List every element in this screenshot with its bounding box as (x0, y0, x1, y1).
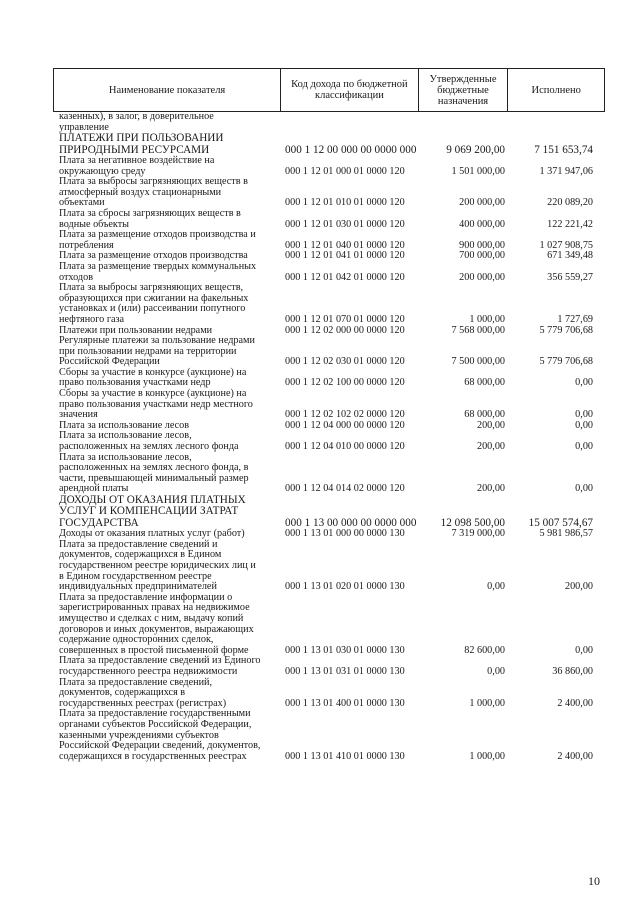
header-code: Код дохода по бюджетной классификации (281, 69, 419, 111)
row-executed: 7 151 653,74 (534, 143, 593, 156)
row-code: 000 1 12 01 010 01 0000 120 (285, 197, 405, 209)
row-code: 000 1 13 01 030 01 0000 130 (285, 644, 405, 656)
row-name: Плата за сбросы загрязняющих веществ в водные объекты (59, 207, 241, 230)
row-name: Доходы от оказания платных услуг (работ) (59, 528, 245, 540)
row-executed: 0,00 (575, 441, 593, 453)
row-executed: 2 400,00 (557, 750, 593, 762)
table-row (53, 177, 605, 209)
row-executed: 220 089,20 (547, 197, 593, 209)
row-code: 000 1 12 00 000 00 0000 000 (285, 143, 417, 156)
row-code: 000 1 12 04 000 00 0000 120 (285, 419, 405, 431)
row-approved: 1 000,00 (469, 750, 505, 762)
row-approved: 400 000,00 (459, 218, 505, 230)
page-number: 10 (588, 874, 600, 888)
table-row (53, 593, 605, 657)
row-name: Плата за использование лесов (59, 419, 190, 431)
table-row (53, 709, 605, 762)
table-body (53, 112, 605, 762)
table-header (53, 68, 605, 112)
table-row (53, 112, 605, 133)
row-approved: 1 000,00 (469, 697, 505, 709)
table-row (53, 368, 605, 389)
row-name: Плата за предоставление сведений и документов, содержащихся в Едином государственном реестре юридических лиц и в Едином государственном реестре индивидуальных предпринимателей (59, 538, 256, 593)
row-name: Плата за предоставление сведений из Единого государственного реестра недвижимости (59, 655, 261, 677)
row-code: 000 1 12 02 000 00 0000 120 (285, 324, 405, 336)
row-approved: 7 500 000,00 (451, 356, 505, 368)
row-approved: 68 000,00 (464, 377, 505, 389)
row-name: Плата за негативное воздействие на окружающую среду (59, 155, 215, 177)
row-approved: 12 098 500,00 (440, 516, 505, 529)
header-executed: Исполнено (531, 84, 581, 96)
row-code: 000 1 12 01 030 01 0000 120 (285, 218, 405, 230)
table-row (53, 431, 605, 452)
row-approved: 200 000,00 (459, 197, 505, 209)
row-executed: 200,00 (564, 581, 593, 593)
row-approved: 1 000,00 (469, 313, 505, 325)
row-name: Плата за использование лесов, расположенных на землях лесного фонда (59, 430, 239, 453)
row-executed: 0,00 (575, 419, 593, 431)
row-executed: 5 779 706,68 (539, 324, 593, 336)
row-approved: 9 069 200,00 (446, 143, 505, 156)
row-approved: 0,00 (487, 581, 505, 593)
row-approved: 900 000,00 (459, 239, 505, 251)
row-executed: 2 400,00 (557, 697, 593, 709)
row-approved: 200,00 (476, 419, 505, 431)
row-name: Сборы за участие в конкурсе (аукционе) на право пользования участками недр (59, 366, 247, 389)
table-row (53, 133, 605, 156)
row-name: Сборы за участие в конкурсе (аукционе) на право пользования участками недр местного значения (59, 388, 253, 421)
row-name: Плата за предоставление государственными органами субъектов Российской Федерации, казенными учреждениями субъектов Российской Федерации сведений, документов, содержащихся в государственных реестрах (59, 708, 261, 762)
row-code: 000 1 13 01 410 01 0000 130 (285, 750, 405, 762)
row-approved: 1 501 000,00 (451, 165, 505, 177)
row-executed: 5 779 706,68 (539, 356, 593, 368)
row-code: 000 1 13 01 400 01 0000 130 (285, 697, 405, 709)
header-name: Наименование показателя (54, 69, 281, 111)
row-approved: 7 319 000,00 (451, 528, 505, 540)
row-approved: 0,00 (487, 665, 505, 677)
row-approved: 200 000,00 (459, 271, 505, 283)
row-approved: 200,00 (476, 483, 505, 495)
row-code: 000 1 12 02 100 00 0000 120 (285, 377, 405, 389)
row-name: ПЛАТЕЖИ ПРИ ПОЛЬЗОВАНИИ ПРИРОДНЫМИ РЕСУРСАМИ (59, 132, 224, 156)
row-executed: 1 027 908,75 (539, 239, 593, 251)
table-row (53, 262, 605, 283)
table-row (53, 540, 605, 593)
row-executed: 0,00 (575, 644, 593, 656)
table-row (53, 656, 605, 677)
header-approved: Утвержденные бюджетные назначения (419, 69, 509, 111)
row-name: Регулярные платежи за пользование недрами при пользовании недрами на территории Российской Федерации (59, 335, 255, 368)
row-executed: 0,00 (575, 377, 593, 389)
row-code: 000 1 12 01 041 01 0000 120 (285, 250, 405, 262)
row-code: 000 1 13 00 000 00 0000 000 (285, 516, 417, 529)
row-code: 000 1 13 01 000 00 0000 130 (285, 528, 405, 540)
row-executed: 356 559,27 (547, 271, 593, 283)
row-approved: 68 000,00 (464, 409, 505, 421)
table-row (53, 156, 605, 177)
row-executed: 1 371 947,06 (539, 165, 593, 177)
row-name: казенных), в залог, в доверительное управление (59, 111, 214, 133)
row-approved: 82 600,00 (464, 644, 505, 656)
row-name: Плата за размещение отходов производства (59, 250, 248, 262)
table-row (53, 283, 605, 325)
row-code: 000 1 12 01 040 01 0000 120 (285, 239, 405, 251)
row-name: Платежи при пользовании недрами (59, 324, 213, 336)
table-row (53, 209, 605, 230)
row-executed: 1 727,69 (557, 313, 593, 325)
row-executed: 36 860,00 (552, 665, 593, 677)
row-code: 000 1 12 04 014 02 0000 120 (285, 483, 405, 495)
row-approved: 7 568 000,00 (451, 324, 505, 336)
row-name: Плата за размещение отходов производства и потребления (59, 229, 256, 251)
row-name: ДОХОДЫ ОТ ОКАЗАНИЯ ПЛАТНЫХ УСЛУГ И КОМПЕНСАЦИИ ЗАТРАТ ГОСУДАРСТВА (59, 494, 246, 529)
row-code: 000 1 12 01 000 01 0000 120 (285, 165, 405, 177)
row-executed: 0,00 (575, 409, 593, 421)
row-code: 000 1 12 01 070 01 0000 120 (285, 313, 405, 325)
table-row (53, 230, 605, 251)
row-code: 000 1 12 04 010 00 0000 120 (285, 441, 405, 453)
row-name: Плата за предоставление сведений, документов, содержащихся в государственных реестрах (регистрах) (59, 676, 227, 709)
row-code: 000 1 13 01 020 01 0000 130 (285, 581, 405, 593)
row-approved: 200,00 (476, 441, 505, 453)
row-approved: 700 000,00 (459, 250, 505, 262)
row-executed: 122 221,42 (547, 218, 593, 230)
row-executed: 0,00 (575, 483, 593, 495)
row-executed: 5 981 986,57 (539, 528, 593, 540)
table-row (53, 336, 605, 368)
row-code: 000 1 12 02 102 02 0000 120 (285, 409, 405, 421)
row-name: Плата за размещение твердых коммунальных отходов (59, 260, 257, 283)
row-name: Плата за использование лесов, расположенных на землях лесного фонда, в части, превышающей минимальный размер арендной платы (59, 451, 249, 495)
row-code: 000 1 12 02 030 01 0000 120 (285, 356, 405, 368)
table-row (53, 453, 605, 495)
table-row (53, 389, 605, 421)
row-executed: 671 349,48 (547, 250, 593, 262)
row-executed: 15 007 574,67 (528, 516, 593, 529)
table-row (53, 678, 605, 710)
row-code: 000 1 13 01 031 01 0000 130 (285, 665, 405, 677)
row-code: 000 1 12 01 042 01 0000 120 (285, 271, 405, 283)
row-name: Плата за выбросы загрязняющих веществ, образующихся при сжигании на факельных установках и (или) рассеивании попутного нефтяного газа (59, 282, 249, 325)
row-name: Плата за предоставление информации о зарегистрированных правах на недвижимое имущество и сделках с ним, выдачу копий договоров и иных документов, выражающих содержание односторонних сделок, совершенных в простой письменной форме (59, 591, 254, 656)
table-row (53, 495, 605, 529)
row-name: Плата за выбросы загрязняющих веществ в атмосферный воздух стационарными объектами (59, 176, 248, 209)
